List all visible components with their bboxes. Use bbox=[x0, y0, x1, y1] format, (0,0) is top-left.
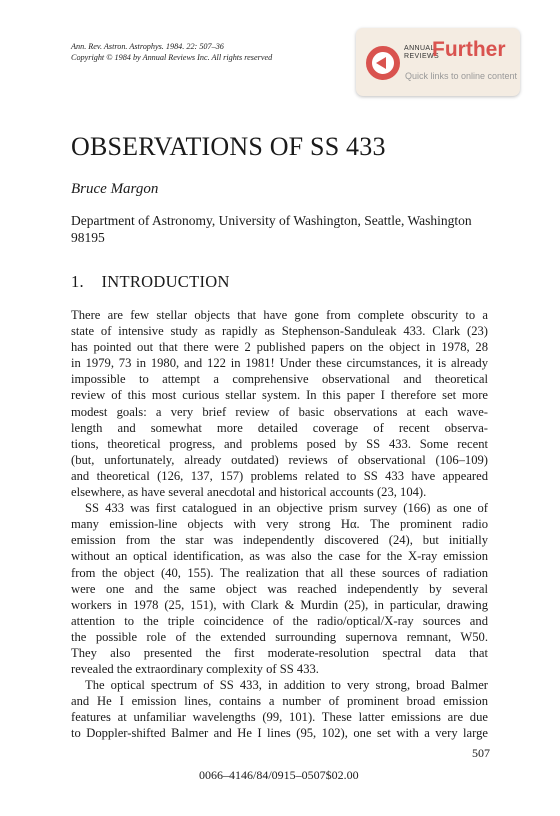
text-line: length and somewhat more detailed coverage of recent observa- bbox=[71, 420, 488, 435]
text-line: has pointed out that there were 2 published papers on the object in 1978, 28 bbox=[71, 340, 488, 355]
text-line: many emission-line objects with very strong Hα. The prominent radio bbox=[71, 517, 488, 532]
affiliation-line: 98195 bbox=[71, 230, 105, 245]
article-code: 0066–4146/84/0915–0507$02.00 bbox=[199, 768, 359, 782]
text-line: There are few stellar objects that have gone from complete obscurity to a bbox=[71, 308, 488, 322]
text-line: in 1979, 73 in 1980, and 122 in 1981! Under these circumstances, it is already bbox=[71, 356, 488, 371]
arrow-left-circle-icon bbox=[366, 46, 400, 80]
text-line: features at unfamiliar wavelengths (99, 101). These latter emissions are due bbox=[71, 710, 488, 725]
text-line: and theoretical (126, 137, 157) problems related to SS 433 have appeared bbox=[71, 468, 488, 483]
text-line: from the object (40, 155). The realization that all these sources of radiation bbox=[71, 565, 488, 580]
text-line: SS 433 was first catalogued in an objective prism survey (166) as one of bbox=[85, 501, 488, 516]
paragraph bbox=[71, 500, 488, 677]
paragraph bbox=[71, 677, 488, 741]
text-line: and He I emission lines, contains a number of prominent broad emission bbox=[71, 694, 488, 709]
badge-subtitle: Quick links to online content bbox=[405, 71, 518, 81]
text-line: without an optical identification, as was also the case for the X-ray emission bbox=[71, 549, 488, 564]
text-line: workers in 1978 (25, 151), with Clark & Murdin (25), in particular, drawing bbox=[71, 597, 488, 612]
text-line: impossible to attempt a comprehensive observational and theoretical bbox=[71, 372, 488, 387]
section-title: INTRODUCTION bbox=[101, 272, 230, 291]
text-line: modest goals: a very brief review of basic observations at each wave- bbox=[71, 404, 488, 419]
badge-reviews-label: REVIEWS bbox=[404, 53, 440, 60]
text-line: were one and the same object was reached independently by several bbox=[71, 581, 488, 596]
text-line: (but, unfortunately, already outdated) reviews of observational (106–109) bbox=[71, 452, 488, 467]
article-title: OBSERVATIONS OF SS 433 bbox=[71, 132, 386, 161]
journal-citation-line: Ann. Rev. Astron. Astrophys. 1984. 22: 507–36 bbox=[71, 42, 224, 51]
text-line: to Doppler-shifted Balmer and He I lines (95, 102), one set with a very large bbox=[71, 726, 488, 741]
text-line: review of this most curious stellar system. In this paper I therefore set more bbox=[71, 388, 488, 403]
text-line: The optical spectrum of SS 433, in addition to very strong, broad Balmer bbox=[85, 678, 488, 693]
text-line: They also presented the first moderate-resolution spectral data that bbox=[71, 645, 488, 660]
badge-further-label: Further bbox=[432, 38, 506, 61]
paragraph bbox=[71, 307, 488, 500]
badge-annual-label: ANNUAL bbox=[404, 45, 435, 52]
page-number: 507 bbox=[472, 746, 490, 760]
affiliation-line: Department of Astronomy, University of Washington, Seattle, Washington bbox=[71, 213, 472, 228]
text-line: state of intensive study as rapidly as Stephenson-Sanduleak 433. Clark (23) bbox=[71, 324, 488, 339]
text-line: emission from the star was independently discovered (24), but initially bbox=[71, 533, 488, 548]
text-line: the possible role of the extended surrounding supernova remnant, W50. bbox=[71, 629, 488, 644]
section-number: 1. bbox=[71, 272, 84, 291]
journal-citation bbox=[71, 41, 272, 63]
article-body bbox=[71, 307, 488, 742]
text-line: revealed the extraordinary complexity of SS 433. bbox=[71, 662, 319, 677]
text-line: elsewhere, as have several anecdotal and historical accounts (23, 104). bbox=[71, 485, 427, 500]
copyright-line: Copyright © 1984 by Annual Reviews Inc. All rights reserved bbox=[71, 53, 273, 62]
text-line: attention to the triple coincidence of the radio/optical/X-ray sources and bbox=[71, 613, 488, 628]
annual-reviews-further-badge[interactable] bbox=[356, 28, 520, 96]
text-line: tions, theoretical progress, and problems posed by SS 433. Some recent bbox=[71, 436, 488, 451]
author-affiliation bbox=[71, 212, 491, 246]
section-heading bbox=[71, 272, 230, 292]
article-author: Bruce Margon bbox=[71, 181, 159, 197]
